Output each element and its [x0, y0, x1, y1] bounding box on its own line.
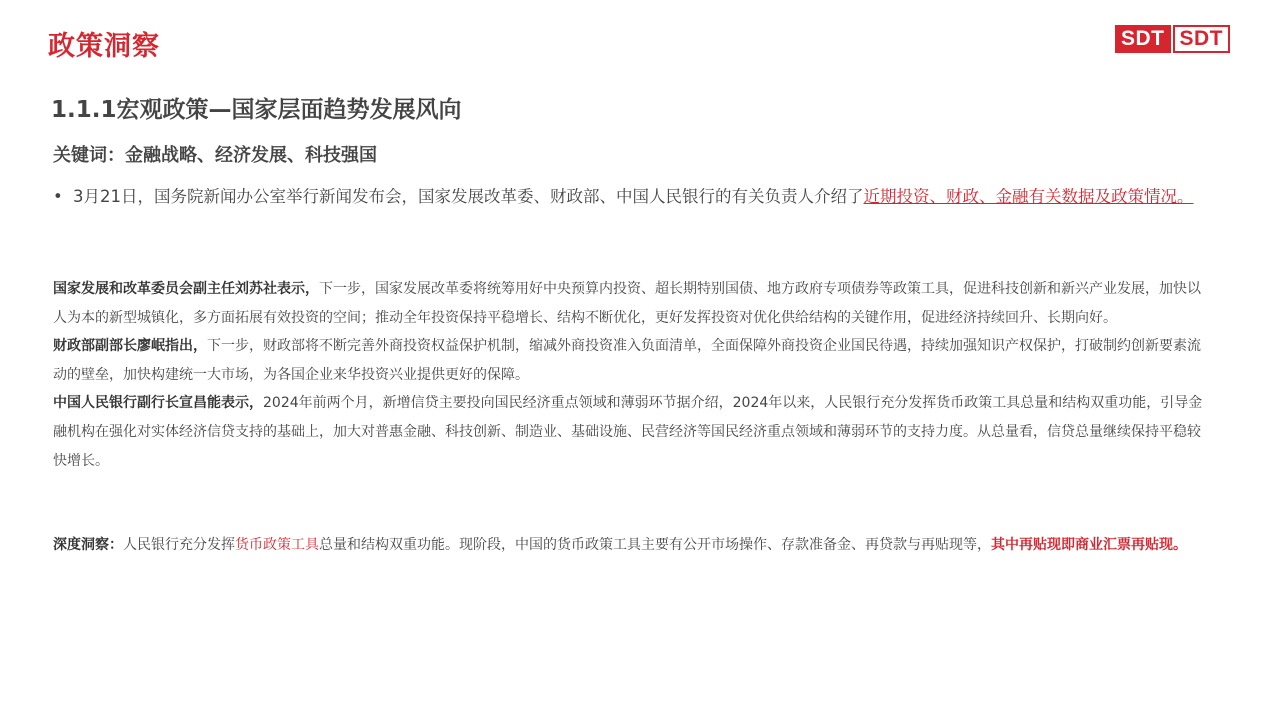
bullet-item: [53, 182, 1203, 211]
logo-outline-text: SDT: [1173, 25, 1231, 53]
statement-body: 2024年前两个月，新增信贷主要投向国民经济重点领域和薄弱环节据介绍，2024年以来，人民银行充分发挥货币政策工具总量和结构双重功能，引导金融机构在强化对实体经济信贷支持的基础上，加大对普惠金融、科技创新、制造业、基础设施、民营经济等国民经济重点领域和薄弱环节的支持力度。从总量看，信贷总量继续保持平稳较快增长。: [53, 395, 1203, 469]
policy-data-link[interactable]: 近期投资、财政、金融有关数据及政策情况。: [863, 187, 1194, 206]
statement-lead: 国家发展和改革委员会副主任刘苏社表示，: [53, 281, 319, 297]
page-header-title: 政策洞察: [48, 31, 160, 62]
bullet-body: 3月21日，国务院新闻办公室举行新闻发布会，国家发展改革委、财政部、中国人民银行的有关负责人介绍了: [73, 187, 864, 206]
statement-mof: [53, 332, 1211, 389]
keywords-line: 关键词：金融战略、经济发展、科技强国: [53, 145, 377, 166]
insight-text-1: 人民银行充分发挥: [123, 537, 235, 553]
bullet-marker: •: [53, 187, 63, 206]
statement-lead: 中国人民银行副行长宣昌能表示，: [53, 395, 263, 412]
statement-lead: 财政部副部长廖岷指出，: [53, 338, 207, 355]
statement-ndrc: [53, 275, 1211, 332]
statement-body: 下一步，财政部将不断完善外商投资权益保护机制，缩减外商投资准入负面清单，全面保障外商投资企业国民待遇，持续加强知识产权保护，打破制约创新要素流动的壁垒，加快构建统一大市场，为各国企业来华投资兴业提供更好的保障。: [53, 338, 1201, 383]
insight-highlight-2: 其中再贴现即商业汇票再贴现。: [991, 537, 1187, 553]
statement-pboc: [53, 389, 1211, 475]
logo-solid-text: SDT: [1115, 25, 1171, 53]
bullet-text: [73, 182, 1203, 211]
insight-highlight-1: 货币政策工具: [235, 537, 319, 553]
statement-body: 下一步，国家发展改革委将统筹用好中央预算内投资、超长期特别国债、地方政府专项债券等政策工具，促进科技创新和新兴产业发展，加快以人为本的新型城镇化，多方面拓展有效投资的空间；推动全年投资保持平稳增长、结构不断优化，更好发挥投资对优化供给结构的关键作用，促进经济持续回升、长期向好。: [53, 281, 1201, 326]
insight-paragraph: [53, 531, 1211, 560]
sdt-logo: [1115, 25, 1230, 53]
insight-text-2: 总量和结构双重功能。现阶段，中国的货币政策工具主要有公开市场操作、存款准备金、再贷款与再贴现等，: [319, 537, 991, 553]
statements-block: [53, 275, 1211, 475]
deep-insight: [53, 531, 1211, 560]
insight-lead: 深度洞察：: [53, 537, 123, 553]
section-title: 1.1.1宏观政策—国家层面趋势发展风向: [51, 97, 462, 123]
